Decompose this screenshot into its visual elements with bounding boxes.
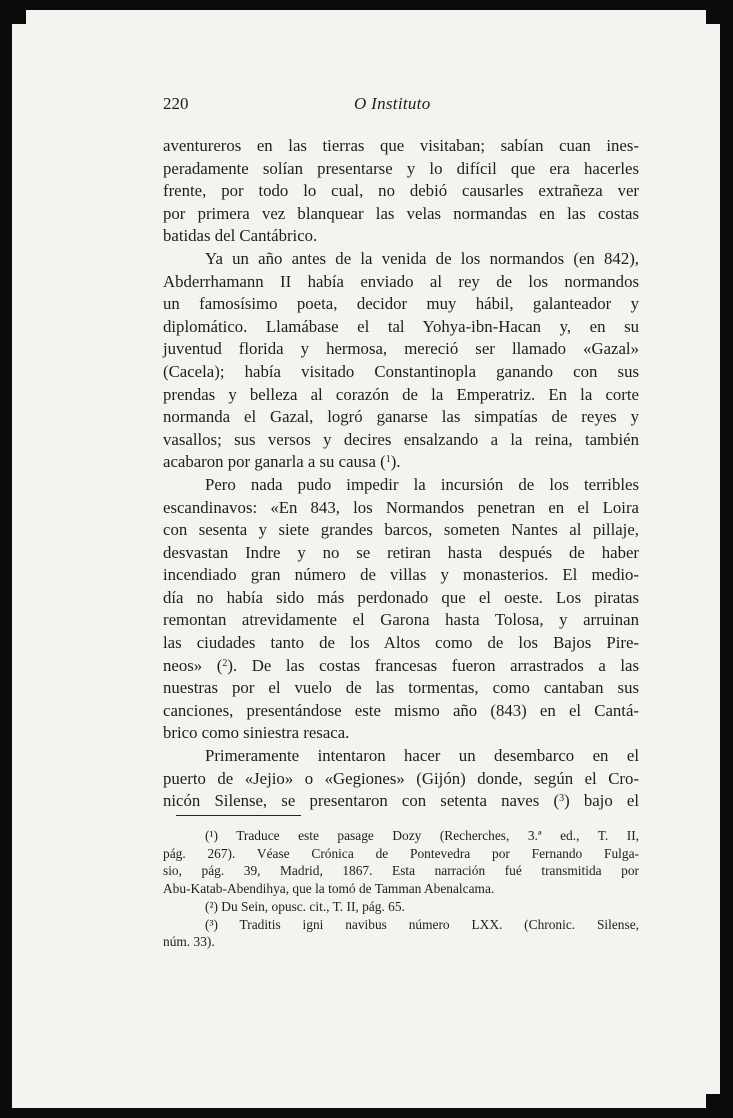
body-line: incendiado gran número de villas y monasterios. El medio- xyxy=(163,565,639,585)
scan-corner-bottom-right xyxy=(706,1094,720,1108)
footnote-ref: 3 xyxy=(559,793,565,805)
footnotes-line: pág. 267). Véase Crónica de Pontevedra por Fernando Fulga- xyxy=(163,845,639,861)
body-line: batidas del Cantábrico. xyxy=(163,226,318,246)
body-line: nicón Silense, se presentaron con setenta naves ($^3$) bajo el xyxy=(163,791,640,811)
body-line: remontan atrevidamente el Garona hasta Tolosa, y arruinan xyxy=(163,610,639,630)
body-line: puerto de «Jejio» o «Gegiones» (Gijón) donde, según el Cro- xyxy=(163,768,639,788)
body-line: vasallos; sus versos y decires ensalzando a la reina, también xyxy=(163,429,639,449)
body-line: Primeramente intentaron hacer un desembarco en el xyxy=(205,746,639,766)
scan-corner-top-left xyxy=(12,10,26,24)
body-line: por primera vez blanquear las velas normandas en las costas xyxy=(163,203,639,223)
footnotes-line: núm. 33). xyxy=(163,934,215,950)
body-line: Abderrhamann II había enviado al rey de los normandos xyxy=(163,271,639,291)
footnotes-line: (²) Du Sein, opusc. cit., T. II, pág. 65. xyxy=(205,898,405,914)
body-line: desvastan Indre y no se retiran hasta después de haber xyxy=(163,542,639,562)
body-line: Pero nada pudo impedir la incursión de los terribles xyxy=(205,474,639,494)
body-line: acabaron por ganarla a su causa ($^1$). xyxy=(163,452,401,472)
body-line: juventud florida y hermosa, mereció ser llamado «Gazal» xyxy=(163,339,639,359)
body-line: aventureros en las tierras que visitaban; sabían cuan ines- xyxy=(163,136,639,155)
page-number: 220 xyxy=(163,94,189,113)
scanned-page xyxy=(12,10,720,1108)
body-line: diplomático. Llamábase el tal Yohya-ibn-Hacan y, en su xyxy=(163,316,639,336)
footnotes-line: (¹) Traduce este pasage Dozy (Recherches, 3.ª ed., T. II, xyxy=(205,828,639,843)
body-line: frente, por todo lo cual, no debió causarles extrañeza ver xyxy=(163,181,639,201)
scan-corner-top-right xyxy=(706,10,720,24)
body-line: normanda el Gazal, logró ganarse las simpatías de reyes y xyxy=(163,407,639,427)
body-line: escandinavos: «En 843, los Normandos penetran en el Loira xyxy=(163,497,639,517)
body-line: neos» ($^2$). De las costas francesas fueron arrastrados a las xyxy=(163,655,639,675)
footnote-ref: 2 xyxy=(222,657,228,669)
footnotes-line: Abu-Katab-Abendihya, que la tomó de Tamman Abenalcama. xyxy=(163,881,495,897)
body-line: prendas y belleza al corazón de la Emperatriz. En la corte xyxy=(163,384,639,404)
footnote-ref: 1 xyxy=(385,454,391,466)
footnotes-line: sio, pág. 39, Madrid, 1867. Esta narración fué transmitida por xyxy=(163,863,639,879)
body-line: canciones, presentándose este mismo año (843) en el Cantá- xyxy=(163,700,639,720)
footnotes xyxy=(163,827,639,951)
body-line: día no había sido más perdonado que el oeste. Los piratas xyxy=(163,587,639,607)
body-line: (Cacela); había visitado Constantinopla ganando con sus xyxy=(163,361,639,381)
body-line: Ya un año antes de la venida de los normandos (en 842), xyxy=(205,248,639,268)
body-text xyxy=(163,135,639,813)
body-line: nuestras por el vuelo de las tormentas, como cantaban sus xyxy=(163,678,639,698)
footnotes-line: (³) Traditis igni navibus número LXX. (Chronic. Silense, xyxy=(205,916,639,932)
body-line: las ciudades tanto de los Altos como de los Bajos Pire- xyxy=(163,633,639,653)
footnote-rule xyxy=(176,815,301,816)
body-line: peradamente solían presentarse y lo difícil que era hacerles xyxy=(163,158,639,178)
body-line: brico como siniestra resaca. xyxy=(163,723,350,743)
running-title: O Instituto xyxy=(354,94,431,113)
body-line: un famosísimo poeta, decidor muy hábil, galanteador y xyxy=(163,294,639,314)
body-line: con sesenta y siete grandes barcos, someten Nantes al pillaje, xyxy=(163,520,639,540)
